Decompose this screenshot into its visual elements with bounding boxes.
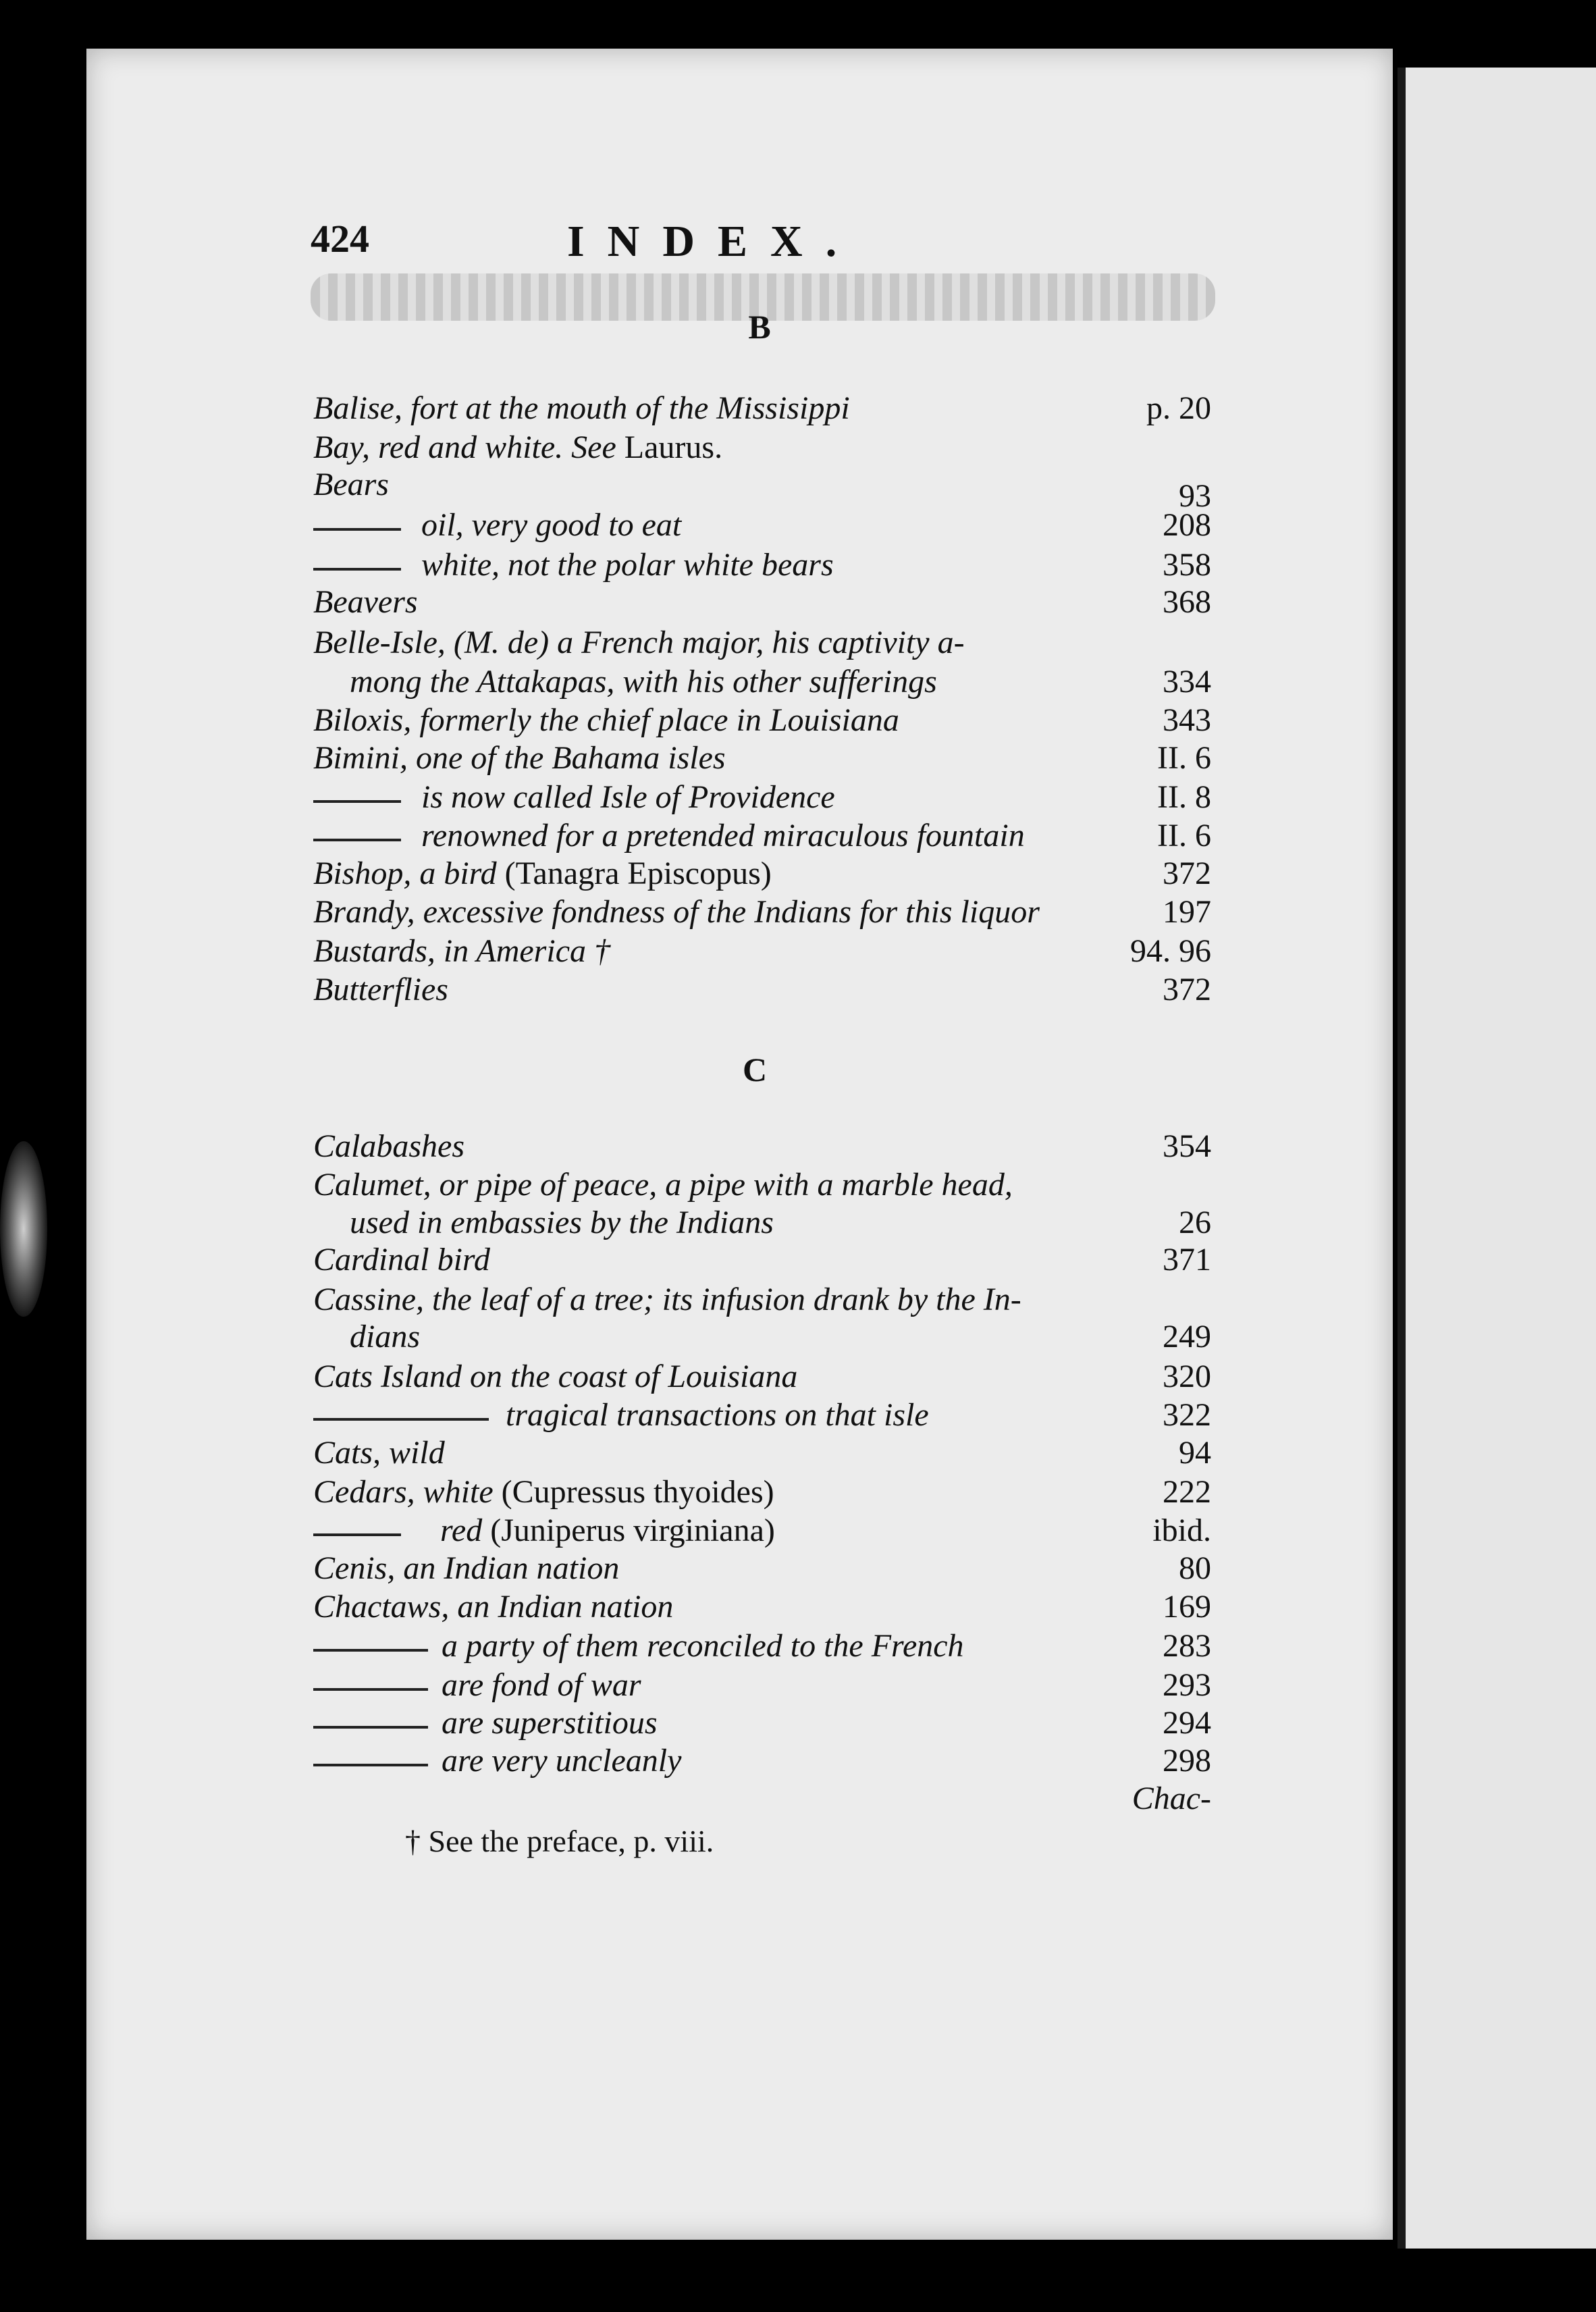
entry-page: 93 [1179,478,1211,514]
entry-text: tragical transactions on that isle [506,1397,929,1433]
index-entry [313,931,1211,972]
page-gutter [1398,68,1406,2249]
entry-page: 368 [1163,584,1211,620]
entry-text: renowned for a pretended miraculous fountain [421,818,1025,853]
entry-text: white, not the polar white bears [421,547,834,583]
entry-page: 358 [1163,547,1211,583]
index-entry [313,1433,1211,1473]
index-subentry [313,816,1211,856]
index-subentry [313,505,1211,546]
entry-text: red (Juniperus virginiana) [440,1513,775,1548]
entry-text: Bay, red and white. See Laurus. [313,429,723,465]
entry-text: are superstitious [442,1705,658,1741]
index-subentry [313,1626,1211,1666]
entry-text: dians [350,1319,421,1355]
index-entry [313,1587,1211,1627]
entry-text: are very uncleanly [442,1743,682,1779]
entry-text: Bustards, in America † [313,933,610,969]
entry-text: Calumet, or pipe of peace, a pipe with a marble head, [313,1167,1013,1203]
ditto-dash [313,1726,428,1729]
entry-page: II. 6 [1157,818,1211,853]
entry-text: Bears [313,467,389,502]
entry-text: Calabashes [313,1128,465,1164]
entry-text: a party of them reconciled to the French [442,1628,964,1664]
entry-text: Biloxis, formerly the chief place in Louisiana [313,702,899,738]
index-subentry [313,1703,1211,1743]
index-entry [313,1357,1211,1397]
ditto-dash [313,839,401,841]
entry-text: Cedars, white (Cupressus thyoides) [313,1474,774,1510]
entry-text: oil, very good to eat [421,507,682,543]
entry-text: Butterflies [313,972,448,1007]
index-entry-continued [313,1317,1211,1357]
entry-text: Chactaws, an Indian nation [313,1589,674,1625]
ditto-dash [313,1418,489,1421]
entry-page: 293 [1163,1667,1211,1703]
index-entry [313,853,1211,894]
ditto-dash [313,800,401,803]
entry-page: 169 [1163,1589,1211,1625]
entry-page: 208 [1163,507,1211,543]
entry-page: 371 [1163,1242,1211,1278]
entry-page: 26 [1179,1205,1211,1240]
entry-page: 222 [1163,1474,1211,1510]
entry-page: 94 [1179,1435,1211,1471]
ditto-dash [313,1649,428,1652]
index-entry [313,1165,1211,1205]
entry-page: 294 [1163,1705,1211,1741]
catchword-text: Chac- [1132,1781,1211,1816]
entry-text: Cassine, the leaf of a tree; its infusion drank by the In- [313,1282,1021,1317]
entry-page: II. 6 [1157,740,1211,776]
entry-page: 80 [1179,1550,1211,1586]
entry-page: p. 20 [1146,390,1211,426]
entry-page: ibid. [1152,1513,1211,1548]
index-entry [313,623,1211,663]
ditto-dash [313,1533,401,1536]
index-entry [313,582,1211,623]
entry-text: Cats Island on the coast of Louisiana [313,1359,798,1394]
entry-page: 334 [1163,664,1211,700]
scan-glare [0,1141,47,1317]
page-title: INDEX. [567,217,860,266]
entry-page: 354 [1163,1128,1211,1164]
index-entry [313,427,1211,468]
entry-text: is now called Isle of Providence [421,779,835,815]
entry-page: 197 [1163,894,1211,930]
entry-text: Cenis, an Indian nation [313,1550,620,1586]
entry-text: Bimini, one of the Bahama isles [313,740,726,776]
footnote: † See the preface, p. viii. [405,1824,714,1858]
index-entry [313,1548,1211,1589]
entry-text: Brandy, excessive fondness of the Indians for this liquor [313,894,1040,930]
index-entry [313,892,1211,932]
entry-text: Beavers [313,584,418,620]
index-subentry [313,1741,1211,1781]
facing-page-edge [1398,68,1596,2249]
entry-text: are fond of war [442,1667,641,1703]
catchword [313,1779,1211,1819]
entry-page: II. 8 [1157,779,1211,815]
index-entry [313,1280,1211,1320]
ditto-dash [313,528,401,531]
index-subentry [313,777,1211,818]
entry-text: mong the Attakapas, with his other sufferings [350,664,937,700]
index-subentry [313,1665,1211,1706]
entry-page: 94. 96 [1130,933,1211,969]
entry-text: used in embassies by the Indians [350,1205,774,1240]
index-entry [313,1240,1211,1280]
entry-page: 298 [1163,1743,1211,1779]
entry-page: 322 [1163,1397,1211,1433]
index-entry [313,1126,1211,1167]
index-entry [313,970,1211,1010]
index-entry [313,700,1211,741]
entry-page: 320 [1163,1359,1211,1394]
ditto-dash [313,1764,428,1766]
entry-page: 343 [1163,702,1211,738]
entry-text: Bishop, a bird (Tanagra Episcopus) [313,856,772,891]
section-letter-c: C [742,1051,768,1088]
index-entry-continued [313,662,1211,702]
index-subentry [313,545,1211,585]
entry-page: 249 [1163,1319,1211,1355]
entry-page: 283 [1163,1628,1211,1664]
entry-text: Cats, wild [313,1435,445,1471]
ditto-dash [313,568,401,571]
section-letter-b: B [748,308,771,346]
entry-page: 372 [1163,856,1211,891]
entry-text: Belle-Isle, (M. de) a French major, his captivity a- [313,625,965,660]
index-entry [313,1472,1211,1513]
index-entry [313,388,1211,429]
index-entry [313,738,1211,779]
page-number: 424 [311,217,369,261]
page-header [311,216,1229,270]
entry-page: 372 [1163,972,1211,1007]
entry-text: Balise, fort at the mouth of the Missisippi [313,390,850,426]
index-entry-continued [313,1203,1211,1243]
index-subentry [313,1395,1211,1436]
entry-text: Cardinal bird [313,1242,490,1278]
ditto-dash [313,1688,428,1691]
index-subentry [313,1510,1211,1551]
